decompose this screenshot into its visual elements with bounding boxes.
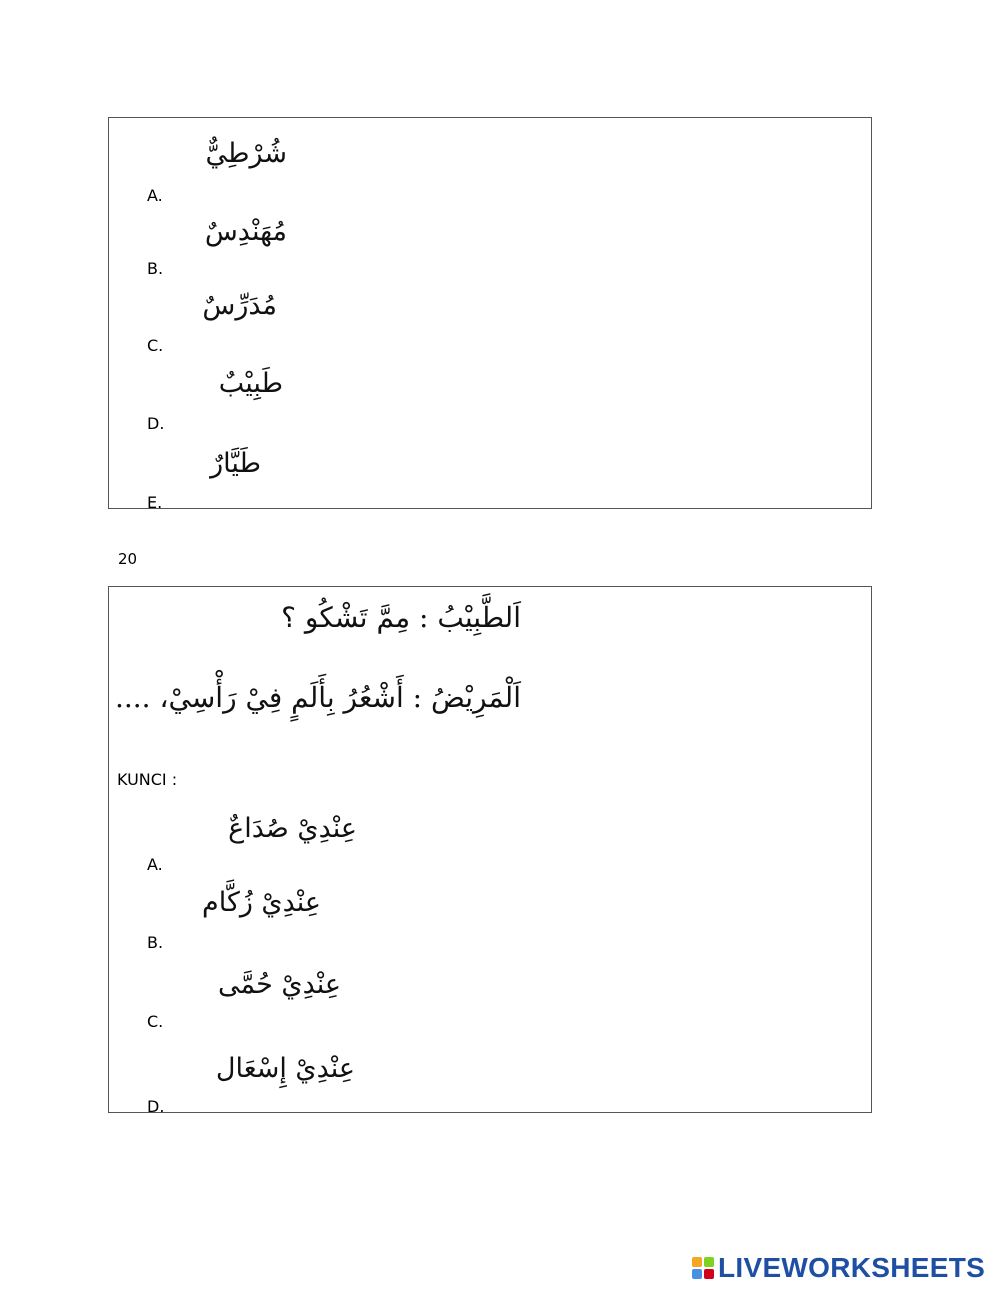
option-b-letter[interactable]: B.: [147, 259, 164, 278]
option-c-word: عِنْدِيْ حُمَّى: [218, 969, 341, 1000]
dialog-doctor-line: اَلطَّبِيْبُ : مِمَّ تَشْكُو ؟: [281, 601, 521, 634]
question-number: 20: [118, 550, 138, 568]
liveworksheets-logo: [692, 1252, 985, 1284]
option-d-letter[interactable]: D.: [147, 414, 165, 433]
option-c-letter[interactable]: C.: [147, 336, 164, 355]
logo-blocks-icon: [692, 1257, 714, 1279]
option-b-word: مُهَنْدِسٌ: [204, 216, 287, 247]
option-d-word: طَبِيْبٌ: [218, 368, 283, 399]
option-e-word: طَيَّارٌ: [210, 448, 261, 479]
option-b-word: عِنْدِيْ زُكَّام: [202, 887, 321, 918]
option-c-word: مُدَرِّسٌ: [202, 290, 277, 321]
kunci-label: KUNCI :: [117, 770, 178, 789]
option-e-letter[interactable]: E.: [147, 493, 163, 509]
logo-text: LIVEWORKSHEETS: [718, 1252, 986, 1283]
option-d-word: عِنْدِيْ إِسْعَال: [215, 1053, 355, 1084]
option-a-letter[interactable]: A.: [147, 855, 163, 874]
question-19-options-box: [108, 117, 872, 509]
question-20-box: [108, 586, 872, 1113]
option-a-word: عِنْدِيْ صُدَاعٌ: [228, 813, 357, 844]
option-a-word: شُرْطِيٌّ: [205, 138, 287, 169]
dialog-patient-line: اَلْمَرِيْضُ : أَشْعُرُ بِأَلَمٍ فِيْ رَأْسِيْ، ....: [114, 681, 521, 714]
option-a-letter[interactable]: A.: [147, 186, 163, 205]
option-d-letter[interactable]: D.: [147, 1097, 165, 1113]
option-b-letter[interactable]: B.: [147, 933, 164, 952]
option-c-letter[interactable]: C.: [147, 1012, 164, 1031]
